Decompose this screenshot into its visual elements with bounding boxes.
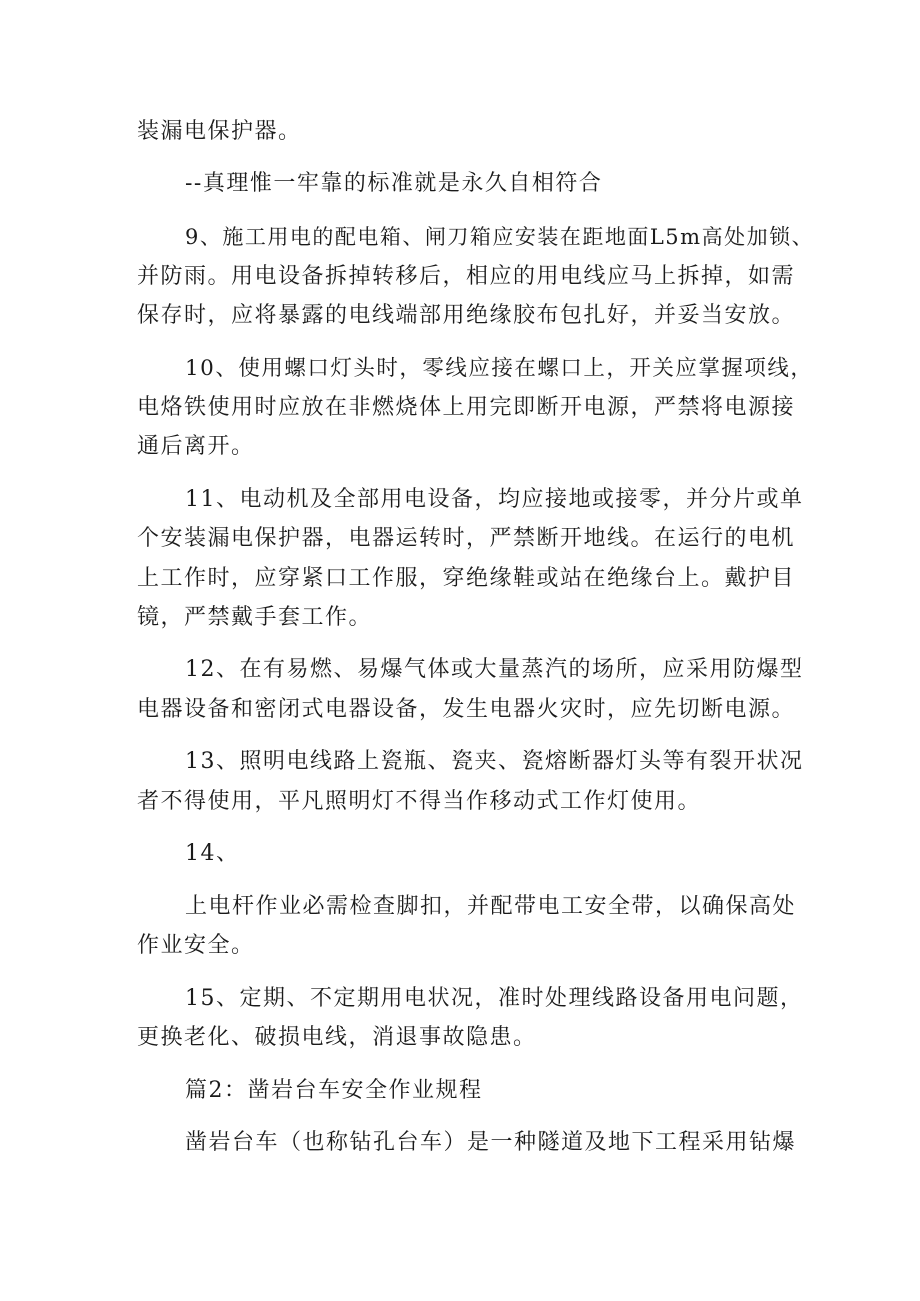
- text-line: 者不得使用，平凡照明灯不得当作移动式工作灯使用。: [137, 789, 702, 814]
- text-line: 更换老化、破损电线，消退事故隐患。: [137, 1025, 537, 1050]
- text-line: 保存时，应将暴露的电线端部用绝缘胶布包扎好，并妥当安放。: [137, 303, 796, 328]
- text-line: 电烙铁使用时应放在非燃烧体上用完即断开电源，严禁将电源接: [137, 395, 796, 420]
- text-line: 11、电动机及全部用电设备，均应接地或接零，并分片或单: [185, 487, 804, 512]
- section-heading: 篇2：凿岩台车安全作业规程: [185, 1078, 483, 1103]
- text-line: 凿岩台车（也称钻孔台车）是一种隧道及地下工程采用钻爆: [185, 1130, 797, 1155]
- text-line: 9、施工用电的配电箱、闸刀箱应安装在距地面L5m高处加锁、: [185, 225, 815, 249]
- text-line: 通后离开。: [137, 434, 255, 459]
- text-line: 上工作时，应穿紧口工作服，穿绝缘鞋或站在绝缘台上。戴护目: [137, 566, 796, 591]
- text-line: 12、在有易燃、易爆气体或大量蒸汽的场所，应采用防爆型: [185, 657, 804, 682]
- text-line: 个安装漏电保护器，电器运转时，严禁断开地线。在运行的电机: [137, 526, 796, 551]
- text-line: 电器设备和密闭式电器设备，发生电器火灾时，应先切断电源。: [137, 697, 796, 722]
- text-line: 装漏电保护器。: [137, 119, 302, 144]
- text-line: 镜，严禁戴手套工作。: [137, 605, 373, 630]
- text-line: 10、使用螺口灯头时，零线应接在螺口上，开关应掌握项线，: [185, 356, 814, 381]
- text-line: 作业安全。: [137, 933, 255, 958]
- text-line: 14、: [185, 841, 240, 866]
- text-line: --真理惟一牢靠的标准就是永久自相符合: [185, 171, 603, 196]
- text-line: 13、照明电线路上瓷瓶、瓷夹、瓷熔断器灯头等有裂开状况: [185, 749, 804, 774]
- text-line: 上电杆作业必需检查脚扣，并配带电工安全带，以确保高处: [185, 894, 797, 919]
- text-line: 并防雨。用电设备拆掉转移后，相应的用电线应马上拆掉，如需: [137, 264, 796, 289]
- text-line: 15、定期、不定期用电状况，准时处理线路设备用电问题，: [185, 986, 804, 1011]
